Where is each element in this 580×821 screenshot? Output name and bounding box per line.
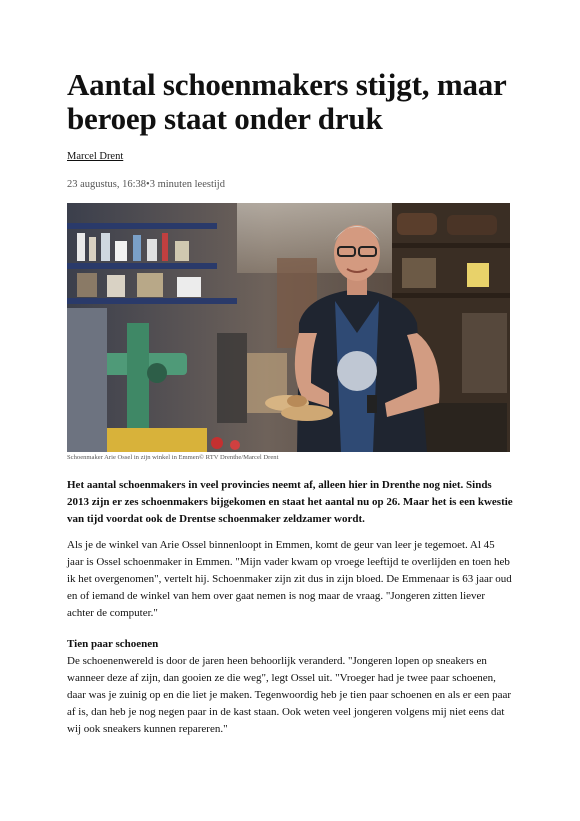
article-paragraph: De schoenenwereld is door de jaren heen behoorlijk veranderd. "Jongeren lopen op sneakers en wanneer deze af zijn, dan gooien ze die weg", legt Ossel uit. "Vroeger had je twee paar schoenen, daar was je zuinig op en die liet je maken. Tegenwoordig heb je tien paar schoenen en als er een paar af is, dan heb je nog negen paar in de kast staan. Ook weten veel jongeren volgens mij niet eens dat wij ook sneakers kunnen repareren." <box>67 655 512 735</box>
article <box>67 68 513 738</box>
article-lead: Het aantal schoenmakers in veel provincies neemt af, alleen hier in Drenthe nog niet. Sinds 2013 zijn er zes schoenmakers bijgekomen en staat het aantal nu op 26. Maar het is een kwestie van tijd voordat ook de Drentse schoenmaker zeldzamer wordt. <box>67 479 513 525</box>
article-meta: 23 augustus, 16:38•3 minuten leestijd <box>67 179 225 190</box>
article-paragraph: Als je de winkel van Arie Ossel binnenloopt in Emmen, komt de geur van leer je tegemoet. Al 45 jaar is Ossel schoenmaker in Emmen. "Mijn vader kwam op vroege leeftijd te overlijden en toen heb ik het overgenomen", vertelt hij. Schoenmaker zijn zit dus in zijn bloed. De Emmenaar is 63 jaar oud en of iemand de winkel van hem over gaat nemen is nog maar de vraag. "Jongeren zitten liever achter de computer." <box>67 539 512 619</box>
article-subheading: Tien paar schoenen <box>67 638 159 650</box>
author-link[interactable]: Marcel Drent <box>67 151 124 162</box>
article-title: Aantal schoenmakers stijgt, maar beroep staat onder druk <box>67 67 507 136</box>
photo-caption: Schoenmaker Arie Ossel in zijn winkel in Emmen© RTV Drenthe/Marcel Drent <box>67 454 279 461</box>
article-photo <box>67 203 510 452</box>
shoemaker-photo-illustration <box>67 203 510 452</box>
